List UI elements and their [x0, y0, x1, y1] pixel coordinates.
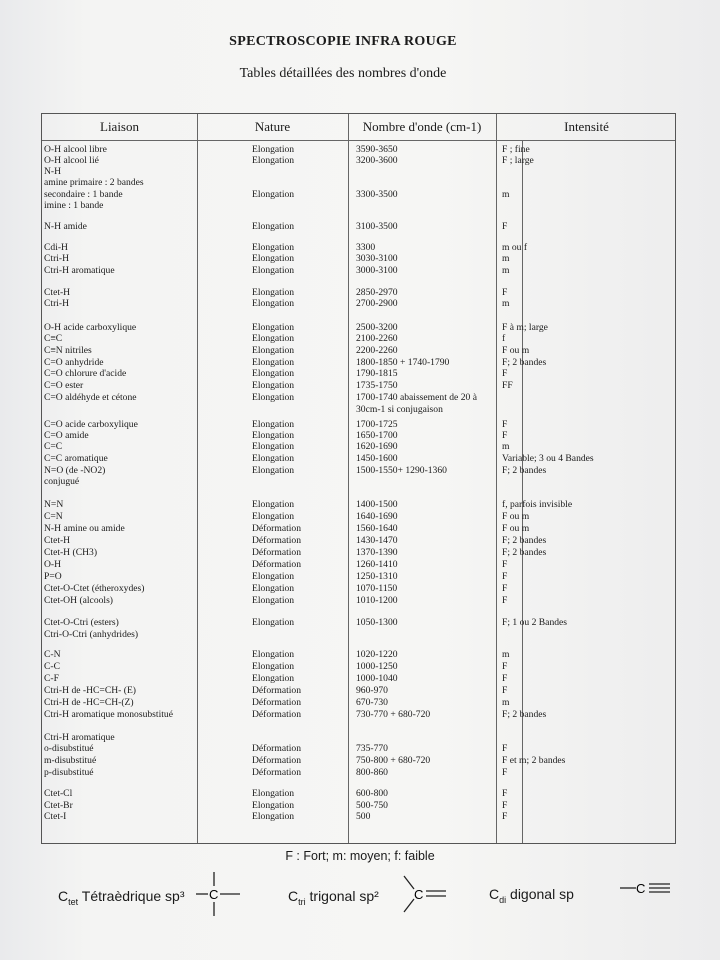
cell-nature: Elongation [252, 298, 295, 309]
cell-nombre: 735-770 [356, 743, 388, 754]
cell-nombre: 1620-1690 [356, 441, 398, 452]
header-intensite: Intensité [564, 119, 609, 134]
cell-nombre: 1370-1390 [356, 547, 398, 558]
cell-liaison: o-disubstitué [44, 743, 94, 754]
cell-nombre: 3100-3500 [356, 221, 398, 232]
cell-liaison: Ctet-H (CH3) [44, 547, 98, 558]
cell-nature: Elongation [252, 322, 295, 333]
cell-liaison: m-disubstitué [44, 755, 97, 766]
cell-liaison: Ctri-H [44, 298, 70, 309]
cell-nature: Déformation [252, 697, 302, 708]
cell-liaison: O-H acide carboxylique [44, 322, 137, 333]
cell-intensite: F [502, 368, 508, 379]
cell-intensite: F [502, 685, 508, 696]
cell-nature: Elongation [252, 800, 295, 811]
cell-nombre: 30cm-1 si conjugaison [356, 404, 443, 415]
cell-nature: Déformation [252, 559, 302, 570]
cell-nature: Elongation [252, 465, 295, 476]
cell-nature: Déformation [252, 685, 302, 696]
cell-nombre: 1000-1250 [356, 661, 398, 672]
cell-nombre: 1400-1500 [356, 499, 398, 510]
cell-liaison: N-H amine ou amide [44, 523, 125, 534]
cell-liaison: Ctri-H de -HC=CH- (E) [44, 685, 137, 696]
header-nature: Nature [254, 119, 291, 134]
cell-nature: Elongation [252, 441, 295, 452]
cell-nombre: 1450-1600 [356, 453, 398, 464]
cell-intensite: F à m; large [502, 322, 548, 333]
cell-nombre: 2200-2260 [356, 345, 398, 356]
cell-intensite: F [502, 221, 508, 232]
cell-nature: Elongation [252, 144, 295, 155]
cell-liaison: C=O anhydride [44, 357, 104, 368]
cell-intensite: F [502, 571, 508, 582]
cell-intensite: F; 2 bandes [502, 709, 547, 720]
cell-liaison: Ctri-H aromatique monosubstitué [44, 709, 173, 720]
cell-intensite: F ou m [502, 511, 530, 522]
cell-intensite: F; 1 ou 2 Bandes [502, 617, 568, 628]
cell-intensite: FF [502, 380, 513, 391]
cell-intensite: F [502, 767, 508, 778]
cell-liaison: N-H amide [44, 221, 87, 232]
cell-nature: Elongation [252, 571, 295, 582]
cell-intensite: F [502, 811, 508, 822]
tetrahedral-carbon-structure [196, 870, 242, 918]
cell-nature: Elongation [252, 595, 295, 606]
cell-intensite: F [502, 430, 508, 441]
cell-liaison: Ctri-H de -HC=CH-(Z) [44, 697, 134, 708]
page-title: SPECTROSCOPIE INFRA ROUGE [229, 34, 457, 49]
cell-nombre: 1430-1470 [356, 535, 398, 546]
cell-intensite: F ; fine [502, 144, 530, 155]
cell-nombre: 960-970 [356, 685, 388, 696]
cell-nombre: 670-730 [356, 697, 388, 708]
cell-intensite: m [502, 265, 510, 276]
cell-liaison: O-H alcool lié [44, 155, 99, 166]
cell-nombre: 3000-3100 [356, 265, 398, 276]
cell-nature: Elongation [252, 583, 295, 594]
cell-intensite: F [502, 595, 508, 606]
cell-nature: Elongation [252, 265, 295, 276]
cell-liaison: amine primaire : 2 bandes [44, 177, 144, 188]
cell-liaison: C≡C [44, 333, 63, 344]
column-divider [348, 114, 349, 843]
cell-nombre: 730-770 + 680-720 [356, 709, 431, 720]
cell-liaison: C=C aromatique [44, 453, 108, 464]
cell-intensite: F [502, 673, 508, 684]
cell-intensite: m [502, 253, 510, 264]
header-divider [42, 140, 675, 141]
cell-liaison: p-disubstitué [44, 767, 94, 778]
cell-intensite: m ou f [502, 242, 528, 253]
cell-nature: Elongation [252, 419, 295, 430]
cell-liaison: Ctri-H [44, 253, 70, 264]
cell-nombre: 1000-1040 [356, 673, 398, 684]
cell-nature: Déformation [252, 755, 302, 766]
cell-liaison: C-N [44, 649, 61, 660]
cell-nombre: 500 [356, 811, 371, 822]
cell-nature: Elongation [252, 511, 295, 522]
cell-nature: Déformation [252, 535, 302, 546]
cell-nombre: 1020-1220 [356, 649, 398, 660]
cell-nature: Déformation [252, 767, 302, 778]
digonal-carbon-structure [618, 876, 674, 900]
cell-liaison: C=O chlorure d'acide [44, 368, 127, 379]
cell-nombre: 3300 [356, 242, 376, 253]
cell-intensite: F [502, 788, 508, 799]
cell-nombre: 1800-1850 + 1740-1790 [356, 357, 450, 368]
cell-liaison: Ctet-H [44, 287, 71, 298]
cell-nombre: 3300-3500 [356, 189, 398, 200]
cell-liaison: C-C [44, 661, 60, 672]
cell-intensite: m [502, 298, 510, 309]
cell-intensite: F [502, 800, 508, 811]
cell-nombre: 1050-1300 [356, 617, 398, 628]
cell-liaison: C-F [44, 673, 59, 684]
cell-nature: Elongation [252, 661, 295, 672]
cell-liaison: imine : 1 bande [44, 200, 104, 211]
cell-nombre: 1700-1725 [356, 419, 398, 430]
cell-liaison: C≡N nitriles [44, 345, 92, 356]
cell-nombre: 2850-2970 [356, 287, 398, 298]
ir-table [41, 113, 676, 844]
cell-nature: Elongation [252, 617, 295, 628]
svg-text:C: C [209, 887, 219, 902]
carbon-di-label: $C_{di}$ digonal sp [489, 886, 574, 905]
cell-nombre: 1500-1550+ 1290-1360 [356, 465, 447, 476]
cell-liaison: C=O amide [44, 430, 89, 441]
cell-nature: Déformation [252, 709, 302, 720]
cell-nombre: 1735-1750 [356, 380, 398, 391]
cell-liaison: Cdi-H [44, 242, 68, 253]
cell-nombre: 1560-1640 [356, 523, 398, 534]
cell-nombre: 500-750 [356, 800, 388, 811]
cell-nature: Elongation [252, 811, 295, 822]
cell-intensite: F ou m [502, 345, 530, 356]
svg-text:C: C [636, 881, 646, 896]
page-subtitle: Tables détaillées des nombres d'onde [239, 66, 447, 81]
cell-nombre: 1260-1410 [356, 559, 398, 570]
cell-nature: Déformation [252, 547, 302, 558]
trigonal-carbon-structure [400, 872, 450, 916]
cell-intensite: Variable; 3 ou 4 Bandes [502, 453, 594, 464]
cell-intensite: F [502, 287, 508, 298]
cell-nature: Elongation [252, 392, 295, 403]
cell-liaison: C=N [44, 511, 63, 522]
cell-intensite: F [502, 743, 508, 754]
cell-intensite: F ou m [502, 523, 530, 534]
cell-liaison: N=O (de -NO2) [44, 465, 106, 476]
carbon-tet-label: $C_{tet}$ Tétraèdrique sp³ [58, 888, 185, 907]
cell-nombre: 3030-3100 [356, 253, 398, 264]
cell-nature: Elongation [252, 453, 295, 464]
cell-nature: Elongation [252, 673, 295, 684]
cell-nature: Déformation [252, 743, 302, 754]
cell-liaison: Ctet-Cl [44, 788, 73, 799]
cell-intensite: F; 2 bandes [502, 535, 547, 546]
cell-liaison: Ctet-I [44, 811, 67, 822]
cell-liaison: Ctri-H aromatique [44, 265, 115, 276]
cell-liaison: secondaire : 1 bande [44, 189, 123, 200]
cell-liaison: O-H [44, 559, 62, 570]
legend: F : Fort; m: moyen; f: faible [285, 849, 435, 863]
cell-intensite: F ; large [502, 155, 534, 166]
cell-intensite: f [502, 333, 506, 344]
cell-nature: Elongation [252, 189, 295, 200]
cell-nature: Elongation [252, 499, 295, 510]
cell-nature: Elongation [252, 253, 295, 264]
header-liaison: Liaison [100, 119, 139, 134]
header-nombre: Nombre d'onde (cm-1) [362, 119, 482, 134]
cell-intensite: m [502, 189, 510, 200]
cell-nature: Elongation [252, 357, 295, 368]
cell-liaison: Ctri-O-Ctri (anhydrides) [44, 629, 139, 640]
carbon-tri-label: $C_{tri}$ trigonal sp² [288, 888, 379, 907]
cell-liaison: Ctet-Br [44, 800, 73, 811]
cell-intensite: F; 2 bandes [502, 547, 547, 558]
cell-liaison: Ctet-O-Ctri (esters) [44, 617, 119, 628]
cell-intensite: F [502, 419, 508, 430]
cell-intensite: f, parfois invisible [502, 499, 573, 510]
cell-intensite: F [502, 661, 508, 672]
cell-liaison: Ctet-OH (alcools) [44, 595, 114, 606]
cell-nature: Elongation [252, 649, 295, 660]
cell-nature: Elongation [252, 368, 295, 379]
cell-nature: Elongation [252, 242, 295, 253]
cell-intensite: F [502, 583, 508, 594]
cell-intensite: m [502, 649, 510, 660]
cell-intensite: m [502, 697, 510, 708]
cell-intensite: F et m; 2 bandes [502, 755, 566, 766]
cell-nature: Elongation [252, 155, 295, 166]
cell-nombre: 1070-1150 [356, 583, 398, 594]
cell-liaison: C=O acide carboxylique [44, 419, 138, 430]
cell-intensite: F [502, 559, 508, 570]
cell-liaison: Ctet-H [44, 535, 71, 546]
cell-nature: Elongation [252, 345, 295, 356]
cell-nature: Elongation [252, 788, 295, 799]
cell-nombre: 1700-1740 abaissement de 20 à [356, 392, 477, 403]
cell-nombre: 2100-2260 [356, 333, 398, 344]
cell-liaison: Ctri-H aromatique [44, 732, 115, 743]
cell-nombre: 3590-3650 [356, 144, 398, 155]
cell-liaison: O-H alcool libre [44, 144, 107, 155]
cell-nombre: 800-860 [356, 767, 388, 778]
cell-nature: Elongation [252, 221, 295, 232]
cell-liaison: C=O ester [44, 380, 84, 391]
cell-liaison: C=C [44, 441, 63, 452]
cell-liaison: C=O aldéhyde et cétone [44, 392, 137, 403]
cell-liaison: N-H [44, 166, 62, 177]
cell-nature: Déformation [252, 523, 302, 534]
cell-nature: Elongation [252, 333, 295, 344]
svg-text:C: C [414, 887, 424, 902]
cell-nombre: 2700-2900 [356, 298, 398, 309]
cell-nombre: 3200-3600 [356, 155, 398, 166]
cell-intensite: m [502, 441, 510, 452]
cell-intensite: F; 2 bandes [502, 465, 547, 476]
cell-liaison: N=N [44, 499, 64, 510]
cell-nombre: 750-800 + 680-720 [356, 755, 431, 766]
cell-nombre: 1640-1690 [356, 511, 398, 522]
cell-liaison: Ctet-O-Ctet (étheroxydes) [44, 583, 145, 594]
cell-nombre: 1790-1815 [356, 368, 398, 379]
cell-nombre: 1010-1200 [356, 595, 398, 606]
cell-liaison: P=O [44, 571, 62, 582]
cell-nature: Elongation [252, 287, 295, 298]
column-divider [496, 114, 497, 843]
cell-nombre: 1650-1700 [356, 430, 398, 441]
cell-nombre: 1250-1310 [356, 571, 398, 582]
cell-intensite: F; 2 bandes [502, 357, 547, 368]
cell-nature: Elongation [252, 380, 295, 391]
cell-liaison: conjugué [44, 476, 80, 487]
cell-nombre: 600-800 [356, 788, 388, 799]
cell-nature: Elongation [252, 430, 295, 441]
column-divider [197, 114, 198, 843]
cell-nombre: 2500-3200 [356, 322, 398, 333]
